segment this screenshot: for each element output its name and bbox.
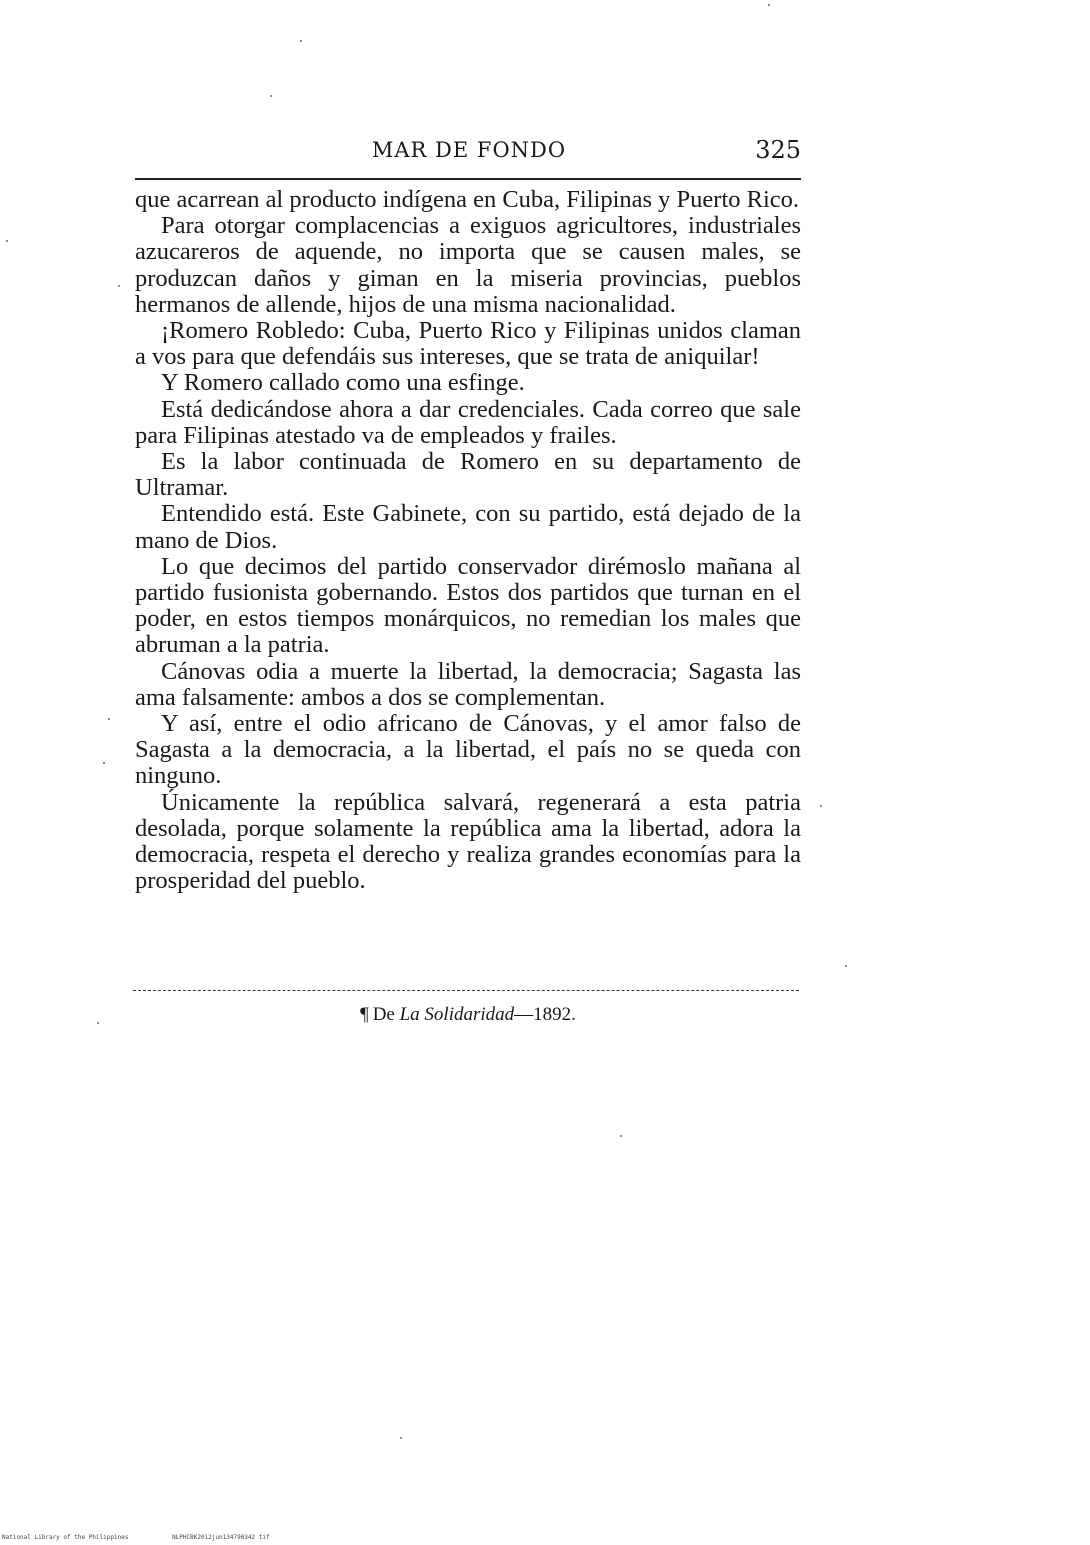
publication-title: La Solidaridad [399,1004,515,1025]
page-header [135,136,803,170]
paragraph: Y así, entre el odio africano de Cánovas, y el amor falso de Sagasta a la democracia, a la libertad, el país no se queda con ninguno. [135,710,801,790]
scan-speck [108,718,110,720]
scan-speck [270,95,272,97]
scan-speck [103,762,105,764]
scan-imprint [2,1534,310,1541]
paragraph: Entendido está. Este Gabinete, con su partido, está dejado de la mano de Dios. [135,500,801,554]
paragraph: Y Romero callado como una esfinge. [161,369,525,397]
paragraph: ¡Romero Robledo: Cuba, Puerto Rico y Filipinas unidos claman a vos para que defendáis sus intereses, que se trata de aniquilar! [135,317,801,371]
scan-speck [300,40,302,42]
source-footnote [135,1004,801,1026]
paragraph: Lo que decimos del partido conservador dirémoslo mañana al partido fusionista gobernando. Estos dos partidos que turnan en el poder, en estos tiempos monárquicos, no remedian los males que abruman a la patria. [135,552,801,659]
library-name: National Library of the Philippines [2,1534,129,1541]
paragraph: Únicamente la república salvará, regenerará a esta patria desolada, porque solamente la república ama la libertad, adora la democracia, respeta el derecho y realiza grandes economías para la prosperidad del pueblo. [135,788,801,895]
body-text [135,187,801,894]
paragraph: Es la labor continuada de Romero en su departamento de Ultramar. [135,448,801,502]
footnote-prefix: De [372,1004,395,1025]
running-title: MAR DE FONDO [371,138,567,162]
paragraph: Para otorgar complacencias a exiguos agricultores, industriales azucareros de aquende, no importa que se causen males, se produzcan daños y giman en la miseria provincias, pueblos hermanos de allende, hijos de una misma nacionalidad. [135,212,801,318]
scan-speck [620,1135,622,1137]
scan-speck [768,4,770,6]
scan-speck [845,965,847,967]
scan-speck [820,805,822,807]
footnote-year: —1892. [514,1004,576,1025]
header-rule [135,178,801,180]
scan-file-id: NLPHCBK2012jun134790342 tif [172,1534,270,1541]
page-number: 325 [755,136,801,164]
pilcrow-mark: ¶ [360,1004,369,1025]
scan-speck [118,285,120,287]
scan-speck [97,1022,99,1024]
scan-speck [400,1437,402,1439]
paragraph: Está dedicándose ahora a dar credenciales. Cada correo que sale para Filipinas atestado va de empleados y frailes. [135,395,801,449]
paragraph: que acarrean al producto indígena en Cuba, Filipinas y Puerto Rico. [135,186,800,213]
scan-speck [6,240,8,242]
footnote-rule [133,990,799,991]
paragraph: Cánovas odia a muerte la libertad, la democracia; Sagasta las ama falsamente: ambos a dos se complementan. [135,657,801,711]
